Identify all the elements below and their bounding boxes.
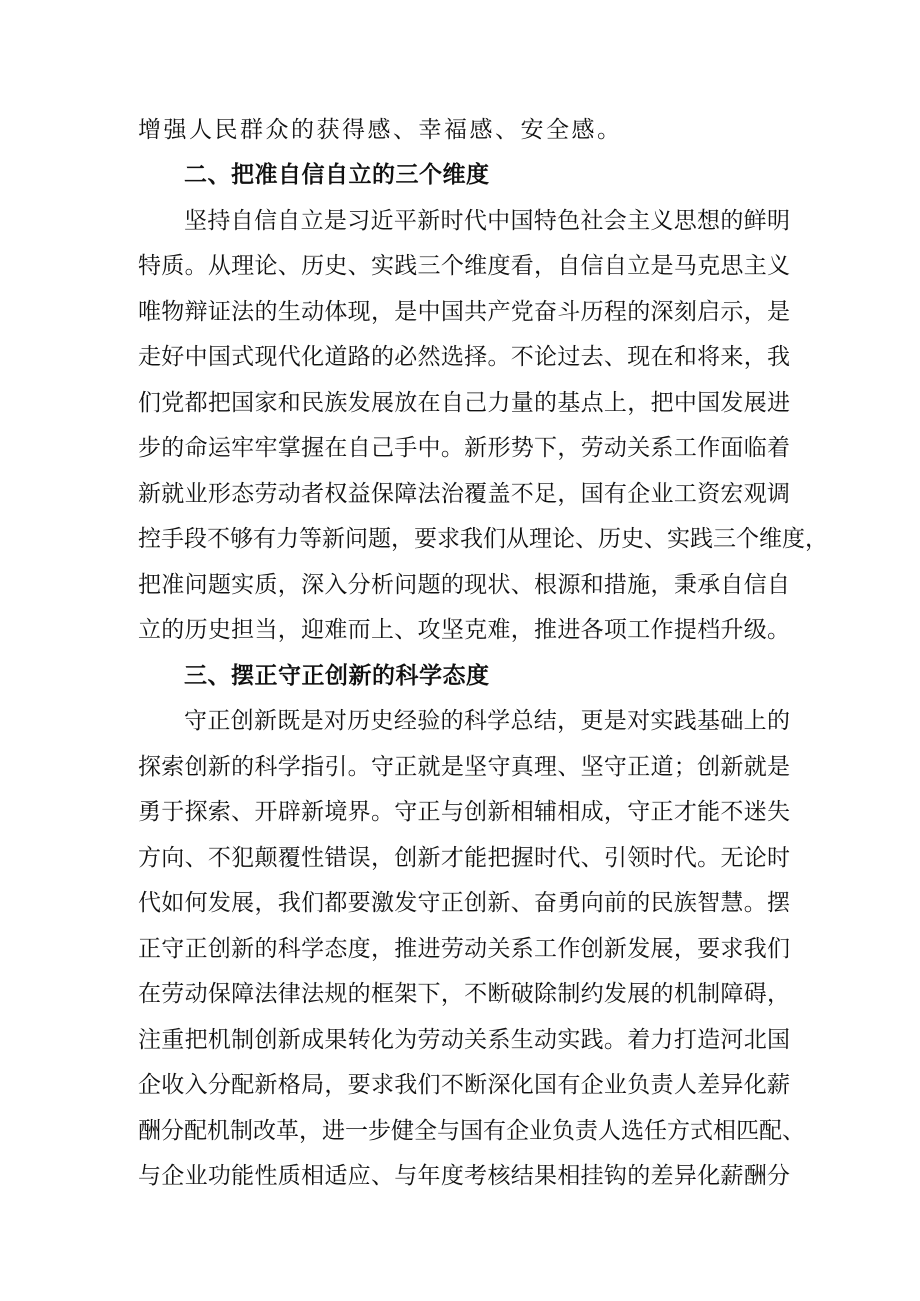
paragraph-line: 酬分配机制改革，进一步健全与国有企业负责人选任方式相匹配、 — [138, 1118, 805, 1144]
paragraph-line: 代如何发展，我们都要激发守正创新、奋勇向前的民族智慧。摆 — [138, 890, 790, 916]
paragraph-line: 走好中国式现代化道路的必然选择。不论过去、现在和将来，我 — [138, 344, 790, 370]
paragraph-line: 坚持自信自立是习近平新时代中国特色社会主义思想的鲜明 — [184, 208, 790, 234]
intro-line: 增强人民群众的获得感、幸福感、安全感。 — [138, 117, 623, 143]
paragraph-line: 在劳动保障法律法规的框架下，不断破除制约发展的机制障碍， — [138, 981, 790, 1007]
paragraph-line: 方向、不犯颠覆性错误，创新才能把握时代、引领时代。无论时 — [138, 845, 790, 871]
paragraph-line: 控手段不够有力等新问题，要求我们从理论、历史、实践三个维度， — [138, 526, 828, 552]
paragraph-line: 正守正创新的科学态度，推进劳动关系工作创新发展，要求我们 — [138, 936, 790, 962]
paragraph-line: 与企业功能性质相适应、与年度考核结果相挂钩的差异化薪酬分 — [138, 1163, 790, 1189]
paragraph-line: 守正创新既是对历史经验的科学总结，更是对实践基础上的 — [184, 708, 790, 734]
section-3-heading: 三、摆正守正创新的科学态度 — [184, 663, 490, 689]
paragraph-line: 勇于探索、开辟新境界。守正与创新相辅相成，守正才能不迷失 — [138, 799, 790, 825]
paragraph-line: 把准问题实质，深入分析问题的现状、根源和措施，秉承自信自 — [138, 572, 790, 598]
paragraph-line: 唯物辩证法的生动体现，是中国共产党奋斗历程的深刻启示，是 — [138, 299, 790, 325]
paragraph-line: 企收入分配新格局，要求我们不断深化国有企业负责人差异化薪 — [138, 1072, 790, 1098]
paragraph-line: 特质。从理论、历史、实践三个维度看，自信自立是马克思主义 — [138, 253, 790, 279]
paragraph-line: 立的历史担当，迎难而上、攻坚克难，推进各项工作提档升级。 — [138, 617, 790, 643]
paragraph-line: 们党都把国家和民族发展放在自己力量的基点上，把中国发展进 — [138, 390, 790, 416]
paragraph-line: 注重把机制创新成果转化为劳动关系生动实践。着力打造河北国 — [138, 1027, 790, 1053]
paragraph-line: 探索创新的科学指引。守正就是坚守真理、坚守正道；创新就是 — [138, 754, 790, 780]
section-2-heading: 二、把准自信自立的三个维度 — [184, 162, 490, 188]
paragraph-line: 新就业形态劳动者权益保障法治覆盖不足，国有企业工资宏观调 — [138, 481, 790, 507]
paragraph-line: 步的命运牢牢掌握在自己手中。新形势下，劳动关系工作面临着 — [138, 435, 790, 461]
